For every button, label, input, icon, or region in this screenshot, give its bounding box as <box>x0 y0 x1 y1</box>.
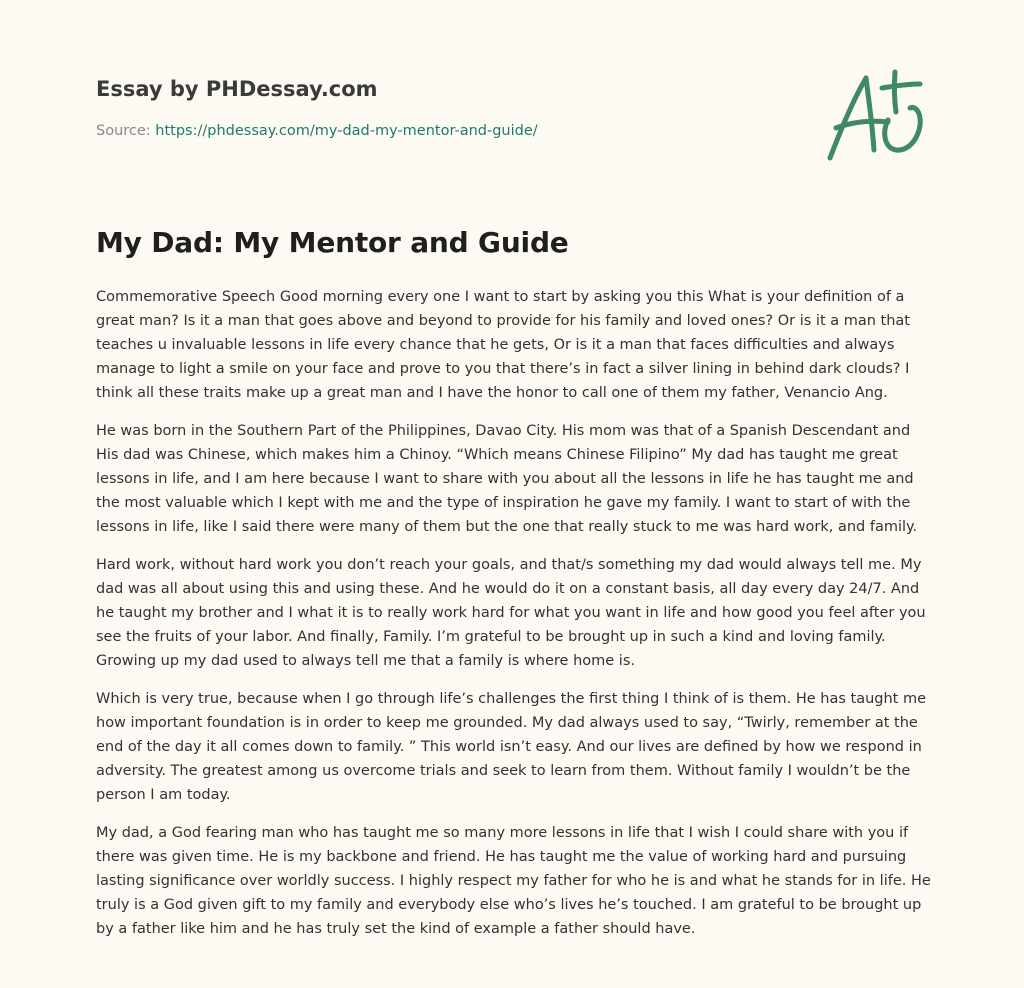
site-title: Essay by PHDessay.com <box>96 77 378 101</box>
essay-paragraph: Hard work, without hard work you don’t reach your goals, and that/s something my dad would always tell me. My dad was all about using this and using these. And he would do it on a constant basis, all day every day 24/7. And he taught my brother and I what it is to really work hard for what you want in life and how good you feel after you see the fruits of your labor. And finally, Family. I’m grateful to be brought up in such a kind and loving family. Growing up my dad used to always tell me that a family is where home is. <box>96 557 926 669</box>
essay-paragraph: Commemorative Speech Good morning every one I want to start by asking you this What is your definition of a great man? Is it a man that goes above and beyond to provide for his family and loved ones? Or is it a man that teaches u invaluable lessons in life every chance that he gets, Or is it a man that faces difficulties and always manage to light a smile on your face and prove to you that there’s in fact a silver lining in behind dark clouds? I think all these traits make up a great man and I have the honor to call one of them my father, Venancio Ang. <box>96 289 910 401</box>
essay-paragraph: He was born in the Southern Part of the Philippines, Davao City. His mom was that of a Spanish Descendant and His dad was Chinese, which makes him a Chinoy. “Which means Chinese Filipino” My dad has taught me great lessons in life, and I am here because I want to share with you about all the lessons in life he has taught me and the most valuable which I kept with me and the type of inspiration he gave my family. I want to start of with the lessons in life, like I said there were many of them but the one that really stuck to me was hard work, and family. <box>96 423 918 535</box>
essay-paragraph: My dad, a God fearing man who has taught me so many more lessons in life that I wish I could share with you if there was given time. He is my backbone and friend. He has taught me the value of working hard and pursuing lasting significance over worldly success. I highly respect my father for who he is and what he stands for in life. He truly is a God given gift to my family and everybody else who’s lives he’s touched. I am grateful to be brought up by a father like him and he has truly set the kind of example a father should have. <box>96 825 931 937</box>
essay-paragraph: Which is very true, because when I go through life’s challenges the first thing I think of is them. He has taught me how important foundation is in order to keep me grounded. My dad always used to say, “Twirly, remember at the end of the day it all comes down to family. ” This world isn’t easy. And our lives are defined by how we respond in adversity. The greatest among us overcome trials and seek to learn from them. Without family I wouldn’t be the person I am today. <box>96 691 927 803</box>
source-label: Source: <box>96 123 156 139</box>
source-link[interactable]: https://phdessay.com/my-dad-my-mentor-and-guide/ <box>155 123 538 139</box>
essay-body <box>96 285 932 955</box>
source-line <box>96 123 538 139</box>
essay-title: My Dad: My Mentor and Guide <box>96 226 569 259</box>
a-plus-logo-icon <box>822 62 932 166</box>
